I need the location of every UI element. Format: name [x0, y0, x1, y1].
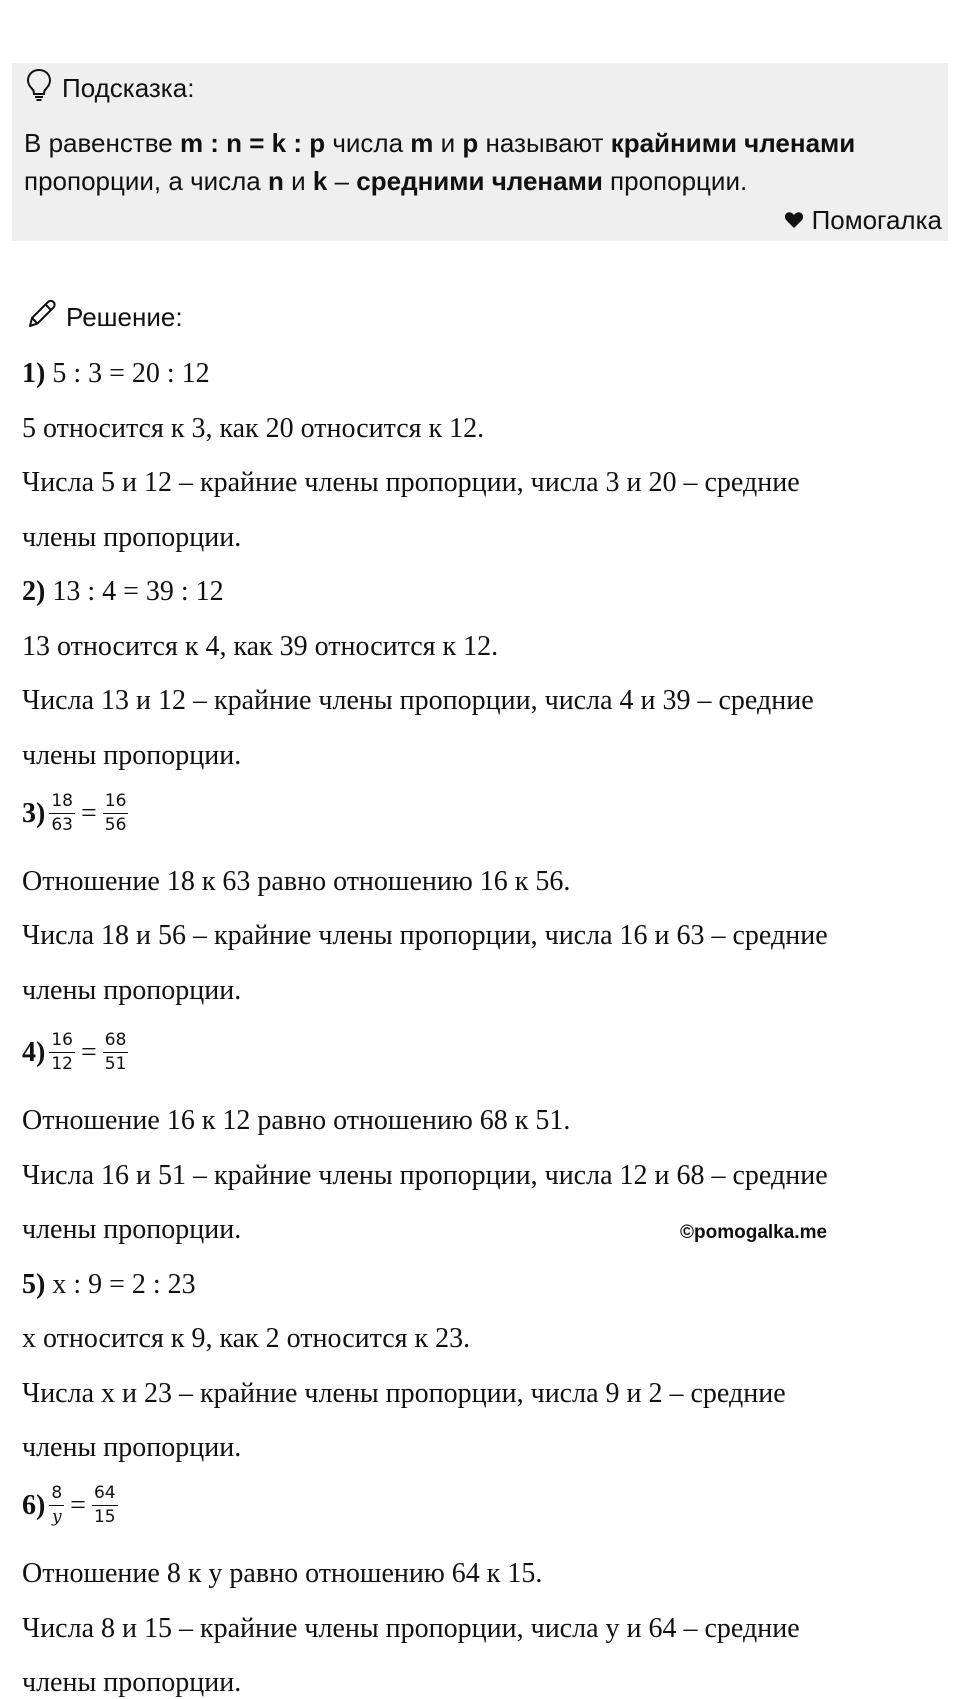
fraction-numerator: 16 — [103, 792, 129, 814]
item-3-line-3: члены пропорции. — [22, 975, 242, 1006]
item-1-line-3: члены пропорции. — [22, 522, 242, 553]
hint-text: числа — [325, 128, 411, 158]
heart-icon — [784, 205, 804, 236]
fraction-numerator: 64 — [92, 1484, 118, 1506]
fraction — [49, 792, 75, 835]
hint-credit — [784, 205, 942, 236]
item-4-line-3: члены пропорции. — [22, 1214, 242, 1245]
item-2-line-1: 13 относится к 4, как 39 относится к 12. — [22, 631, 499, 662]
hint-equation: m : n = k : p — [179, 128, 326, 158]
fraction — [92, 1484, 118, 1527]
hint-text: и — [283, 166, 313, 196]
item-5-line-2: Числа x и 23 – крайние члены пропорции, числа 9 и 2 – средние — [22, 1378, 786, 1409]
hint-var-m: m — [410, 128, 434, 158]
hint-text: пропорции. — [602, 166, 748, 196]
fraction-denominator: y — [51, 1506, 62, 1527]
item-number: 6) — [22, 1489, 46, 1521]
fraction-numerator: 8 — [49, 1484, 64, 1506]
fraction-denominator: 56 — [104, 814, 127, 835]
item-expression: 13 : 4 = 39 : 12 — [45, 576, 224, 607]
hint-term-extremes: крайними членами — [610, 128, 856, 158]
item-number: 3) — [22, 797, 46, 829]
item-3-line-1: Отношение 18 к 63 равно отношению 16 к 56. — [22, 866, 571, 897]
item-1-line-1: 5 относится к 3, как 20 относится к 12. — [22, 413, 485, 444]
item-5-line-1: x относится к 9, как 2 относится к 23. — [22, 1323, 471, 1354]
item-number: 1) — [22, 358, 46, 389]
item-number: 2) — [22, 576, 46, 607]
hint-term-means: средними членами — [356, 166, 603, 196]
fraction — [103, 792, 129, 835]
hint-var-k: k — [312, 166, 328, 196]
item-6-line-3: члены пропорции. — [22, 1667, 242, 1698]
item-1-header — [22, 358, 210, 390]
item-6-line-1: Отношение 8 к y равно отношению 64 к 15. — [22, 1558, 543, 1589]
watermark: ©pomogalka.me — [680, 1222, 828, 1243]
lightbulb-icon — [26, 68, 52, 109]
item-2-line-3: члены пропорции. — [22, 740, 242, 771]
equals-sign: = — [80, 797, 97, 829]
item-expression: x : 9 = 2 : 23 — [45, 1269, 196, 1300]
equals-sign: = — [70, 1489, 86, 1521]
fraction-denominator: 15 — [93, 1506, 116, 1527]
hint-text: В равенстве — [24, 128, 180, 158]
equals-sign: = — [80, 1036, 97, 1068]
hint-var-p: p — [462, 128, 479, 158]
hint-var-n: n — [268, 166, 284, 196]
hint-line-2 — [24, 166, 747, 197]
fraction-numerator: 68 — [103, 1031, 129, 1053]
item-1-line-2: Числа 5 и 12 – крайние члены пропорции, числа 3 и 20 – средние — [22, 467, 800, 498]
item-2-header — [22, 576, 224, 608]
hint-text: и — [433, 128, 463, 158]
item-5-line-3: члены пропорции. — [22, 1432, 242, 1463]
fraction-numerator: 18 — [49, 792, 75, 814]
item-number: 4) — [22, 1036, 46, 1068]
hint-title: Подсказка: — [62, 72, 195, 103]
solution-title: Решение: — [66, 301, 183, 332]
item-4-line-1: Отношение 16 к 12 равно отношению 68 к 51. — [22, 1105, 571, 1136]
hint-text: – — [327, 166, 357, 196]
item-3-header — [22, 792, 132, 835]
item-2-line-2: Числа 13 и 12 – крайние члены пропорции, числа 4 и 39 – средние — [22, 685, 814, 716]
fraction-denominator: 12 — [51, 1053, 73, 1074]
item-number: 5) — [22, 1269, 46, 1300]
item-5-header — [22, 1269, 196, 1301]
hint-line-1 — [24, 128, 855, 159]
pencil-icon — [26, 298, 58, 337]
fraction-denominator: 51 — [104, 1053, 127, 1074]
item-4-header — [22, 1031, 132, 1074]
item-6-line-2: Числа 8 и 15 – крайние члены пропорции, числа y и 64 – средние — [22, 1613, 800, 1644]
item-expression: 5 : 3 = 20 : 12 — [45, 358, 210, 389]
fraction-numerator: 16 — [49, 1031, 75, 1053]
credit-text: Помогалка — [811, 205, 942, 235]
item-4-line-2: Числа 16 и 51 – крайние члены пропорции, числа 12 и 68 – средние — [22, 1160, 828, 1191]
item-3-line-2: Числа 18 и 56 – крайние члены пропорции, числа 16 и 63 – средние — [22, 920, 828, 951]
hint-header — [26, 68, 194, 108]
fraction — [49, 1031, 75, 1074]
fraction — [49, 1484, 64, 1527]
hint-text: называют — [478, 128, 611, 158]
item-6-header — [22, 1484, 122, 1527]
fraction-denominator: 63 — [51, 814, 73, 835]
fraction — [103, 1031, 129, 1074]
solution-header — [26, 299, 183, 335]
hint-text: пропорции, а числа — [24, 166, 268, 196]
